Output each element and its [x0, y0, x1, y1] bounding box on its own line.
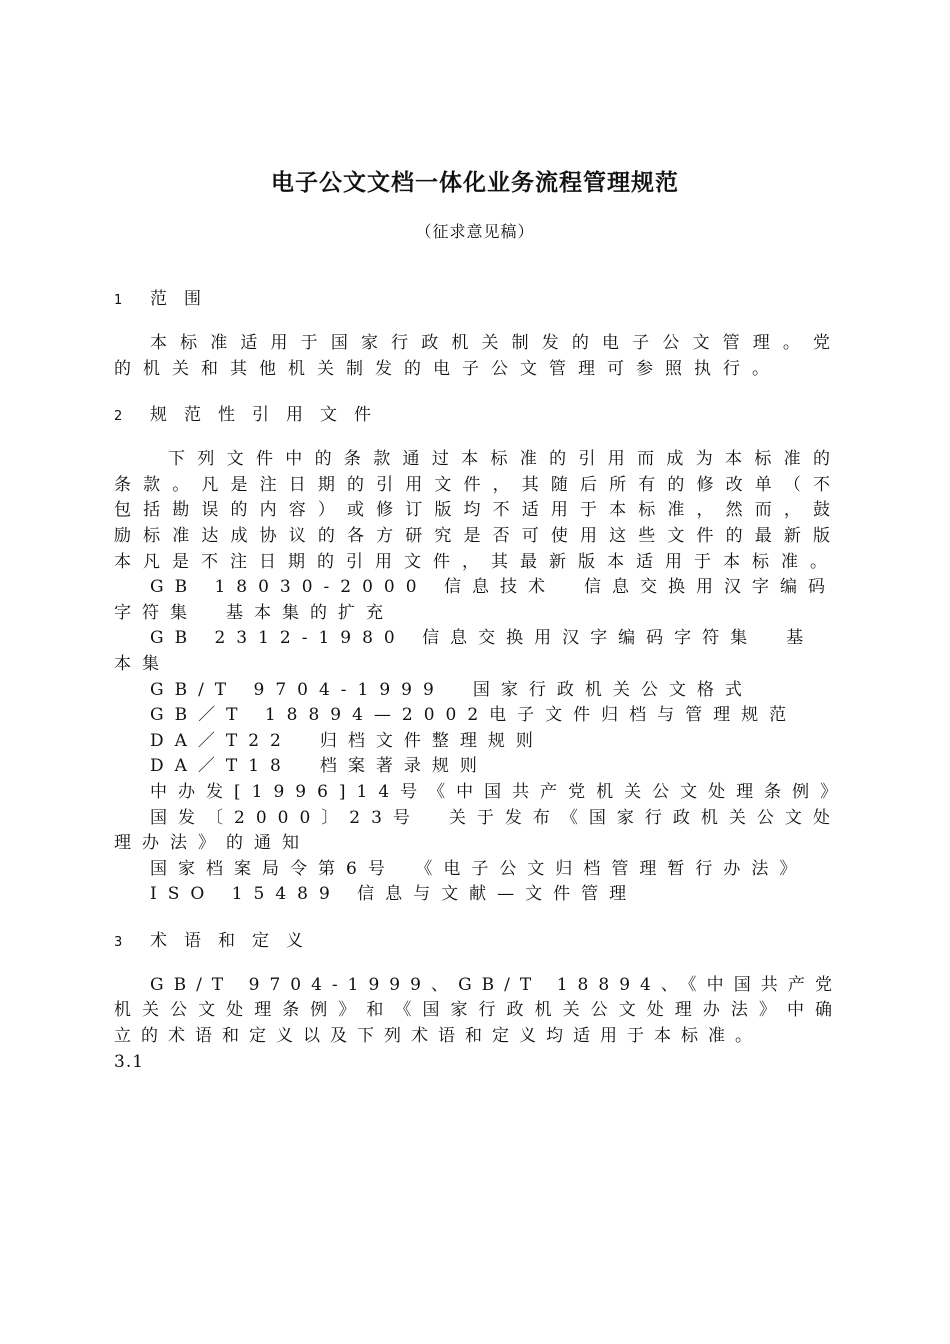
- reference-item: GB/T 9704-1999 国家行政机关公文格式: [150, 679, 753, 700]
- section-title: 规范性引用文件: [150, 405, 388, 426]
- section-heading-normative-references: [114, 402, 842, 428]
- reference-item: 中办发[1996]14号《中国共产党机关公文处理条例》: [150, 781, 849, 802]
- reference-item: GB 2312-1980 信息交换用汉字编码字符集 基本集: [114, 628, 815, 674]
- reference-item: 国发〔2000〕23号 关于发布《国家行政机关公文处理办法》的通知: [114, 807, 841, 854]
- reference-item: ISO 15489 信息与文献—文件管理: [150, 884, 638, 905]
- reference-item: GB 18030-2000 信息技术 信息交换用汉字编码字符集 基本集的扩充: [114, 577, 836, 623]
- section-title: 范围: [150, 289, 218, 309]
- reference-item: DA／T22 归档文件整理规则: [150, 730, 544, 751]
- section-heading-scope: [114, 286, 842, 312]
- document-subtitle: （征求意见稿）: [415, 222, 535, 241]
- reference-item: GB／T 18894—2002电子文件归档与管理规范: [150, 705, 798, 726]
- section-title: 术语和定义: [150, 930, 320, 951]
- reference-item: 国家档案局令第6号 《电子公文归档管理暂行办法》: [150, 858, 808, 879]
- document-body: [114, 286, 849, 1075]
- section-number: 3: [114, 934, 123, 950]
- references-intro-paragraph: 下列文件中的条款通过本标准的引用而成为本标准的条款。凡是注日期的引用文件，其随后所有的修改单（不包括勘误的内容）或修订版均不适用于本标准，然而，鼓励标准达成协议的各方研究是否可使用这些文件的最新版本凡是不注日期的引用文件，其最新版本适用于本标准。: [114, 449, 842, 572]
- section-number: 1: [114, 293, 123, 308]
- section-heading-terms: [114, 928, 842, 954]
- section-number: 2: [114, 409, 123, 425]
- document-title: 电子公文文档一体化业务流程管理规范: [271, 170, 679, 196]
- reference-item: DA／T18 档案著录规则: [150, 756, 488, 777]
- subsection-number: 3.1: [114, 1051, 145, 1072]
- terms-paragraph: GB/T 9704-1999、GB/T 18894、《中国共产党机关公文处理条例》和《国家行政机关公文处理办法》中确立的术语和定义以及下列术语和定义均适用于本标准。: [114, 974, 842, 1047]
- scope-paragraph: 本标准适用于国家行政机关制发的电子公文管理。党的机关和其他机关制发的电子公文管理可参照执行。: [114, 333, 842, 379]
